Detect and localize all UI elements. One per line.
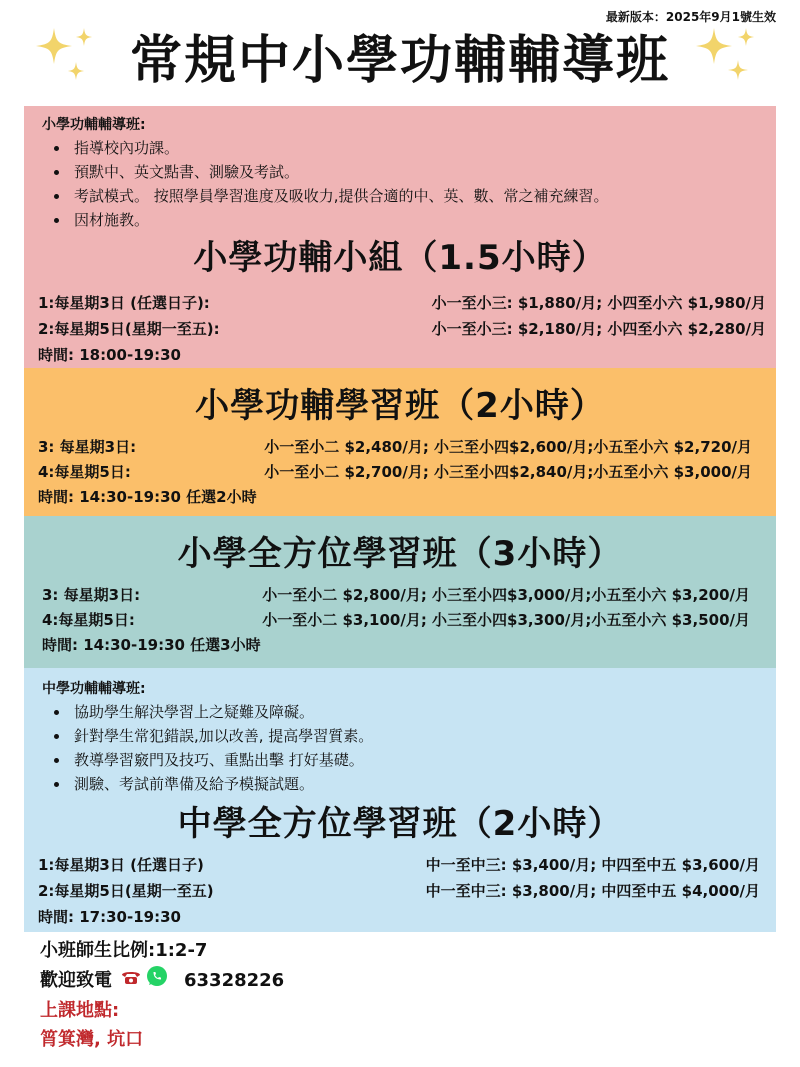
bullet-item: • 因材施教。 — [70, 208, 609, 232]
schedule-option: 2:每星期5日(星期一至五): — [38, 320, 220, 338]
price-line: 小一至小二 $2,800/月; 小三至小四$3,000/月;小五至小六 $3,200/月 — [262, 586, 750, 604]
price-line: 小一至小二 $2,700/月; 小三至小四$2,840/月;小五至小六 $3,000/月 — [264, 463, 752, 481]
class-time: 時間: 14:30-19:30 任選2小時 — [38, 488, 257, 506]
bullet-item: • 預默中、英文點書、測驗及考試。 — [70, 160, 609, 184]
bullet-item: • 考試模式。 按照學員學習進度及吸收力,提供合適的中、英、數、常之補充練習。 — [70, 184, 609, 208]
footer-info — [40, 936, 284, 1054]
class-title: 小學功輔小組（1.5小時） — [193, 238, 607, 278]
location-value: 筲箕灣, 坑口 — [40, 1029, 144, 1050]
class-title: 小學功輔學習班（2小時） — [195, 386, 605, 426]
telephone-icon — [120, 966, 142, 995]
primary-tutoring-bullets — [48, 136, 609, 232]
price-line: 小一至小二 $3,100/月; 小三至小四$3,300/月;小五至小六 $3,500/月 — [262, 611, 750, 629]
bullet-item: • 測驗、考試前準備及給予模擬試題。 — [70, 772, 373, 796]
class-time: 時間: 17:30-19:30 — [38, 908, 181, 926]
secondary-bullets — [48, 700, 373, 796]
schedule-option: 1:每星期3日 (任選日子): — [38, 294, 210, 312]
secondary-heading: 中學功輔輔導班: — [42, 681, 146, 697]
schedule-option: 3: 每星期3日: — [38, 438, 137, 456]
bullet-item: • 針對學生常犯錯誤,加以改善, 提高學習質素。 — [70, 724, 373, 748]
location-label: 上課地點: — [40, 1000, 120, 1021]
schedule-option: 3: 每星期3日: — [42, 586, 141, 604]
primary-tutoring-section — [24, 106, 776, 368]
class-title: 中學全方位學習班（2小時） — [177, 804, 623, 844]
secondary-section — [24, 668, 776, 932]
price-line: 中一至中三: $3,800/月; 中四至中五 $4,000/月 — [425, 882, 760, 900]
contact-line — [40, 965, 284, 996]
page-title: 常規中小學功輔輔導班 — [129, 31, 670, 91]
call-label: 歡迎致電 — [40, 970, 112, 991]
primary-tutoring-heading: 小學功輔輔導班: — [42, 117, 146, 133]
primary-study-section — [24, 368, 776, 516]
class-time: 時間: 14:30-19:30 任選3小時 — [42, 636, 261, 654]
schedule-option: 4:每星期5日: — [42, 611, 135, 629]
price-line: 小一至小二 $2,480/月; 小三至小四$2,600/月;小五至小六 $2,720/月 — [264, 438, 752, 456]
schedule-option: 4:每星期5日: — [38, 463, 131, 481]
phone-number[interactable]: 63328226 — [184, 970, 285, 991]
bullet-item: • 協助學生解決學習上之疑難及障礙。 — [70, 700, 373, 724]
price-line: 中一至中三: $3,400/月; 中四至中五 $3,600/月 — [425, 856, 760, 874]
class-time: 時間: 18:00-19:30 — [38, 346, 181, 364]
bullet-item: • 教導學習竅門及技巧、重點出擊 打好基礎。 — [70, 748, 373, 772]
bullet-item: • 指導校內功課。 — [70, 136, 609, 160]
class-ratio: 小班師生比例:1:2-7 — [40, 940, 208, 961]
primary-allround-section — [24, 516, 776, 668]
class-title: 小學全方位學習班（3小時） — [177, 534, 623, 574]
version-note: 最新版本：2025年9月1號生效 — [605, 10, 776, 24]
price-line: 小一至小三: $1,880/月; 小四至小六 $1,980/月 — [431, 294, 766, 312]
whatsapp-icon[interactable] — [146, 965, 168, 996]
price-line: 小一至小三: $2,180/月; 小四至小六 $2,280/月 — [431, 320, 766, 338]
schedule-option: 2:每星期5日(星期一至五) — [38, 882, 214, 900]
schedule-option: 1:每星期3日 (任選日子) — [38, 856, 204, 874]
